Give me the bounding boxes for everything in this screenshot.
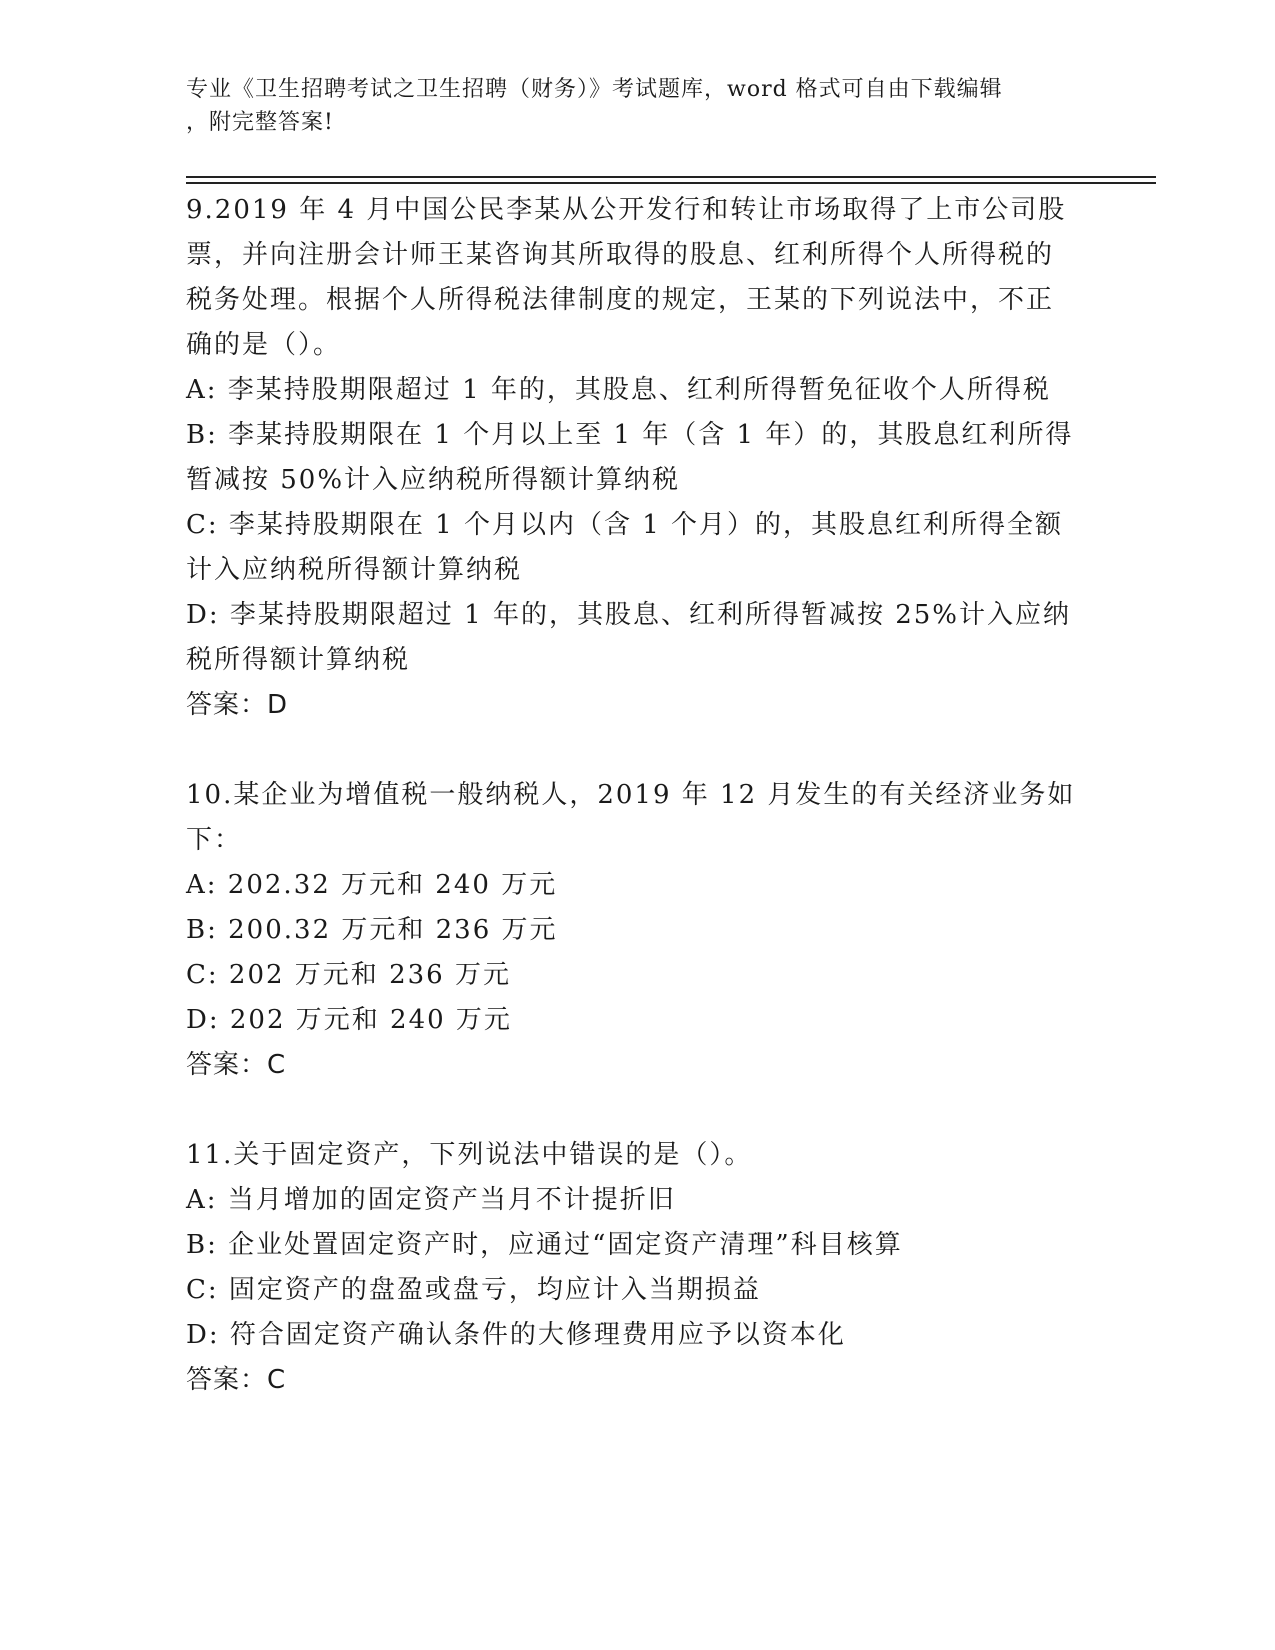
document-header <box>186 73 1066 139</box>
option-c: C: 李某持股期限在 1 个月以内（含 1 个月）的，其股息红利所得全额计入应纳税所得额计算纳税 <box>186 510 1064 585</box>
header-divider-top <box>186 176 1156 178</box>
question-stem: 9.2019 年 4 月中国公民李某从公开发行和转让市场取得了上市公司股票，并向注册会计师王某咨询其所取得的股息、红利所得个人所得税的税务处理。根据个人所得税法律制度的规定，王某的下列说法中，不正确的是（）。 <box>186 195 1067 360</box>
option-a: A: 当月增加的固定资产当月不计提折旧 <box>186 1185 676 1215</box>
option-d: D: 202 万元和 240 万元 <box>186 1005 512 1035</box>
option-a: A: 李某持股期限超过 1 年的，其股息、红利所得暂免征收个人所得税 <box>186 375 1051 405</box>
question-stem: 11.关于固定资产，下列说法中错误的是（）。 <box>186 1140 753 1170</box>
spacer <box>186 728 1076 773</box>
option-d: D: 符合固定资产确认条件的大修理费用应予以资本化 <box>186 1320 846 1350</box>
option-b: B: 李某持股期限在 1 个月以上至 1 年（含 1 年）的，其股息红利所得暂减按 50%计入应纳税所得额计算纳税 <box>186 420 1074 495</box>
question-stem: 10.某企业为增值税一般纳税人，2019 年 12 月发生的有关经济业务如下： <box>186 780 1076 855</box>
option-c: C: 202 万元和 236 万元 <box>186 960 511 990</box>
option-c: C: 固定资产的盘盈或盘亏，均应计入当期损益 <box>186 1275 761 1305</box>
option-b: B: 200.32 万元和 236 万元 <box>186 915 558 945</box>
header-line-1: 专业《卫生招聘考试之卫生招聘（财务）》考试题库，word 格式可自由下载编辑 <box>186 77 1003 102</box>
question-list <box>186 188 1076 1403</box>
option-b: B: 企业处置固定资产时，应通过“固定资产清理”科目核算 <box>186 1230 903 1260</box>
spacer <box>186 1088 1076 1133</box>
option-a: A: 202.32 万元和 240 万元 <box>186 870 558 900</box>
answer-label: 答案：C <box>186 1365 287 1395</box>
question-10 <box>186 773 1076 1088</box>
option-d: D: 李某持股期限超过 1 年的，其股息、红利所得暂减按 25%计入应纳税所得额计算纳税 <box>186 600 1071 675</box>
header-line-2: ，附完整答案! <box>186 110 334 135</box>
question-11 <box>186 1133 1076 1403</box>
header-divider-bottom <box>186 182 1156 184</box>
question-9 <box>186 188 1076 728</box>
answer-label: 答案：D <box>186 690 289 720</box>
answer-label: 答案：C <box>186 1050 287 1080</box>
